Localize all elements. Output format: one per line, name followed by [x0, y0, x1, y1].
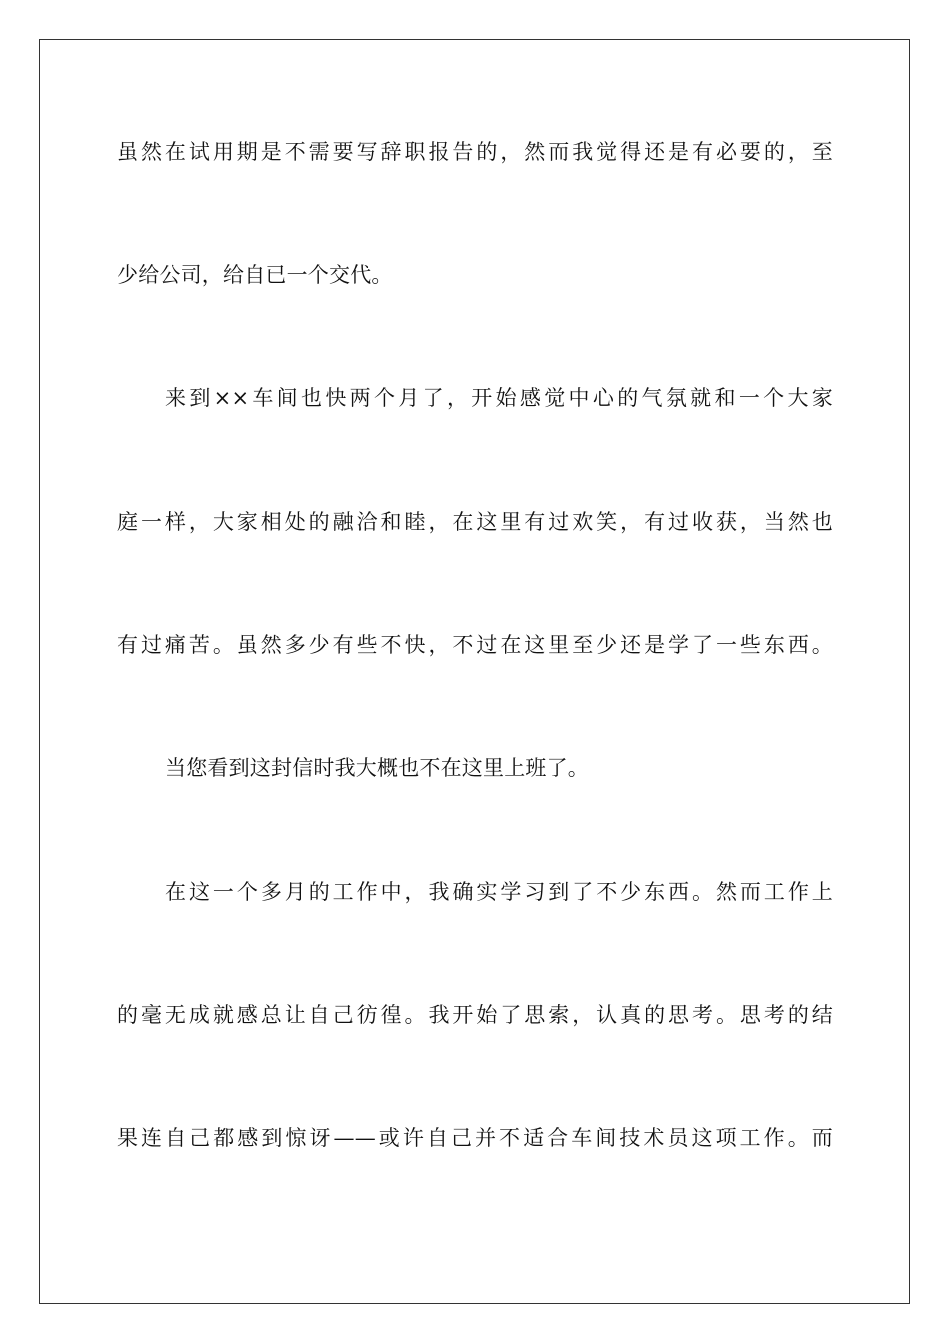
text-line: 当您看到这封信时我大概也不在这里上班了。 — [165, 756, 589, 780]
text-line: 来到××车间也快两个月了，开始感觉中心的气氛就和一个大家 — [165, 386, 833, 410]
page-border — [39, 39, 910, 1304]
text-line: 少给公司，给自已一个交代。 — [117, 263, 393, 287]
text-line: 庭一样，大家相处的融洽和睦，在这里有过欢笑，有过收获，当然也 — [117, 510, 833, 534]
text-line: 果连自己都感到惊讶——或许自己并不适合车间技术员这项工作。而 — [117, 1126, 833, 1150]
text-line: 虽然在试用期是不需要写辞职报告的，然而我觉得还是有必要的，至 — [117, 140, 833, 164]
text-line: 的毫无成就感总让自己彷徨。我开始了思索，认真的思考。思考的结 — [117, 1003, 833, 1027]
text-line: 在这一个多月的工作中，我确实学习到了不少东西。然而工作上 — [165, 880, 833, 904]
text-line: 有过痛苦。虽然多少有些不快，不过在这里至少还是学了一些东西。 — [117, 633, 833, 657]
